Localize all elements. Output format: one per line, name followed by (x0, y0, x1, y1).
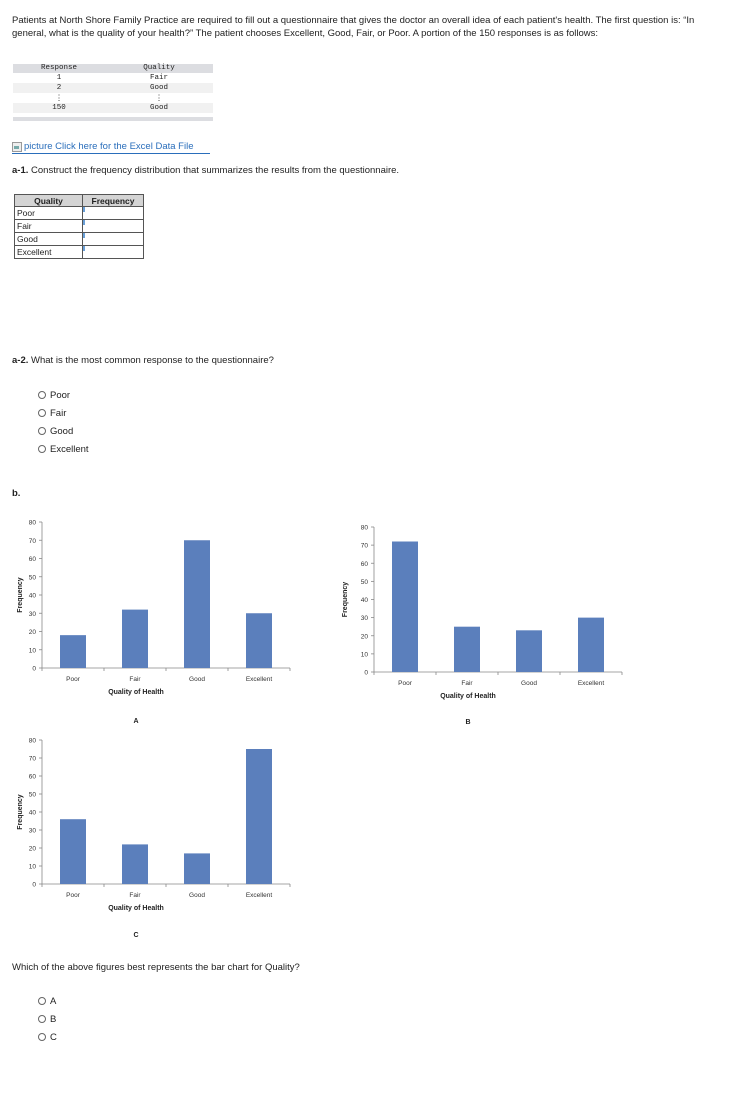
radio-option-b[interactable] (38, 1010, 57, 1028)
y-tick-label: 30 (360, 615, 368, 623)
table-row (13, 103, 213, 113)
quality-cell: Good (149, 104, 168, 112)
table-row (13, 93, 213, 103)
frequency-table (14, 194, 144, 259)
radio-option-poor[interactable] (38, 386, 89, 404)
x-tick-label: Good (189, 892, 205, 899)
y-tick-label: 60 (28, 773, 36, 781)
x-axis-label: Quality of Health (108, 689, 164, 696)
x-tick-label: Good (521, 680, 537, 687)
table-row (13, 83, 213, 93)
quality-header: Quality (15, 195, 83, 207)
chart-caption: A (133, 718, 139, 725)
radio-option-fair[interactable] (38, 404, 89, 422)
option-label: B (50, 1013, 57, 1025)
x-tick-label: Excellent (577, 680, 605, 687)
intro-paragraph: Patients at North Shore Family Practice are required to fill out a questionnaire that gives the doctor an overall idea of each patient's health. The first question is: “In general, what is the quality of your health?” The patient chooses Excellent, Good, Fair, or Poor. A portion of the 150 responses is as follows: (12, 15, 695, 39)
a1-text: Construct the frequency distribution that summarizes the results from the questionnaire. (31, 165, 400, 176)
chart-caption: B (465, 719, 471, 726)
y-tick-label: 30 (28, 610, 36, 618)
option-label: C (50, 1031, 57, 1043)
x-tick-label: Fair (129, 676, 141, 683)
y-tick-label: 50 (28, 791, 36, 799)
table-footer-bar (13, 117, 213, 121)
y-tick-label: 10 (28, 647, 36, 655)
y-tick-label: 0 (364, 669, 368, 677)
excel-data-link[interactable] (12, 141, 193, 152)
radio-option-c[interactable] (38, 1028, 57, 1046)
y-tick-label: 60 (360, 560, 368, 568)
radio-circle-icon[interactable] (38, 409, 46, 417)
y-tick-label: 80 (28, 519, 36, 527)
bar (60, 635, 86, 668)
broken-image-icon (12, 142, 22, 152)
a2-options (38, 386, 89, 458)
question-a1 (12, 165, 399, 176)
y-tick-label: 10 (360, 651, 368, 659)
x-tick-label: Fair (461, 680, 473, 687)
radio-circle-icon[interactable] (38, 997, 46, 1005)
quality-cell: Fair (149, 74, 168, 82)
bar (184, 853, 210, 884)
b-label: b. (12, 488, 21, 499)
option-label: Excellent (50, 443, 89, 455)
bar (60, 819, 86, 884)
bar (454, 627, 480, 672)
y-tick-label: 80 (360, 524, 368, 532)
frequency-input-poor[interactable] (83, 207, 144, 220)
data-table-header (13, 64, 213, 73)
y-tick-label: 40 (360, 597, 368, 604)
col-response-header: Response (40, 64, 77, 72)
a1-label: a-1. (12, 165, 29, 176)
x-tick-label: Good (189, 676, 205, 683)
ellipsis-cell: ⋮ (55, 95, 63, 103)
x-axis-label: Quality of Health (440, 693, 496, 700)
y-tick-label: 40 (28, 809, 36, 817)
y-tick-label: 20 (28, 629, 36, 636)
bar (122, 610, 148, 668)
excel-link-text[interactable]: picture Click here for the Excel Data File (24, 141, 194, 152)
bar-chart-a (0, 510, 330, 728)
y-axis-label: Frequency (17, 577, 24, 613)
bar (578, 618, 604, 672)
frequency-input-fair[interactable] (83, 220, 144, 233)
x-tick-label: Poor (398, 680, 412, 687)
y-tick-label: 20 (360, 633, 368, 641)
y-axis-label: Frequency (342, 581, 349, 618)
quality-cell: Good (149, 84, 168, 92)
radio-option-excellent[interactable] (38, 440, 89, 458)
b-options (38, 992, 57, 1046)
y-tick-label: 0 (32, 881, 36, 889)
radio-circle-icon[interactable] (38, 427, 46, 435)
data-table (13, 64, 213, 121)
y-tick-label: 50 (360, 578, 368, 586)
frequency-header: Frequency (83, 195, 144, 207)
a2-text: What is the most common response to the questionnaire? (31, 355, 274, 366)
y-tick-label: 50 (28, 574, 36, 582)
radio-option-good[interactable] (38, 422, 89, 440)
y-tick-label: 0 (32, 665, 36, 673)
frequency-input-good[interactable] (83, 233, 144, 246)
bar-chart-b (330, 515, 630, 733)
option-label: Poor (50, 389, 71, 401)
radio-option-a[interactable] (38, 992, 57, 1010)
y-tick-label: 70 (28, 537, 36, 545)
y-tick-label: 70 (360, 542, 368, 550)
bar (122, 844, 148, 884)
question-b: Which of the above figures best represents the bar chart for Quality? (12, 962, 300, 973)
x-tick-label: Excellent (245, 892, 273, 899)
chart-caption: C (133, 932, 139, 939)
x-tick-label: Poor (66, 676, 80, 683)
bar (516, 630, 542, 672)
row-label-excellent: Excellent (15, 246, 83, 259)
x-tick-label: Poor (66, 892, 80, 899)
radio-circle-icon[interactable] (38, 445, 46, 453)
row-label-good: Good (15, 233, 83, 246)
y-tick-label: 80 (28, 737, 36, 745)
bar (246, 613, 272, 668)
row-label-poor: Poor (15, 207, 83, 220)
ellipsis-cell: ⋮ (155, 95, 163, 103)
option-label: Fair (50, 407, 67, 419)
x-tick-label: Fair (129, 892, 141, 899)
option-label: A (50, 995, 57, 1007)
bar-chart-c (0, 728, 330, 943)
frequency-input-excellent[interactable] (83, 246, 144, 259)
row-label-fair: Fair (15, 220, 83, 233)
y-tick-label: 10 (28, 863, 36, 871)
response-cell: 1 (56, 74, 62, 82)
radio-circle-icon[interactable] (38, 1033, 46, 1041)
x-tick-label: Excellent (245, 676, 273, 683)
table-row (13, 73, 213, 83)
radio-circle-icon[interactable] (38, 391, 46, 399)
bar (246, 749, 272, 884)
y-tick-label: 20 (28, 845, 36, 853)
x-axis-label: Quality of Health (108, 905, 164, 912)
y-axis-label: Frequency (17, 794, 24, 830)
y-tick-label: 30 (28, 827, 36, 835)
a2-label: a-2. (12, 355, 29, 366)
y-tick-label: 40 (28, 592, 36, 600)
bar (392, 542, 418, 673)
y-tick-label: 60 (28, 556, 36, 563)
link-underline (12, 153, 210, 154)
response-cell: 150 (52, 104, 66, 112)
question-a2 (12, 355, 274, 366)
radio-circle-icon[interactable] (38, 1015, 46, 1023)
bar (184, 540, 210, 668)
response-cell: 2 (56, 84, 62, 92)
y-tick-label: 70 (28, 755, 36, 763)
col-quality-header: Quality (143, 64, 175, 72)
option-label: Good (50, 425, 74, 437)
part-b-label (12, 488, 20, 499)
